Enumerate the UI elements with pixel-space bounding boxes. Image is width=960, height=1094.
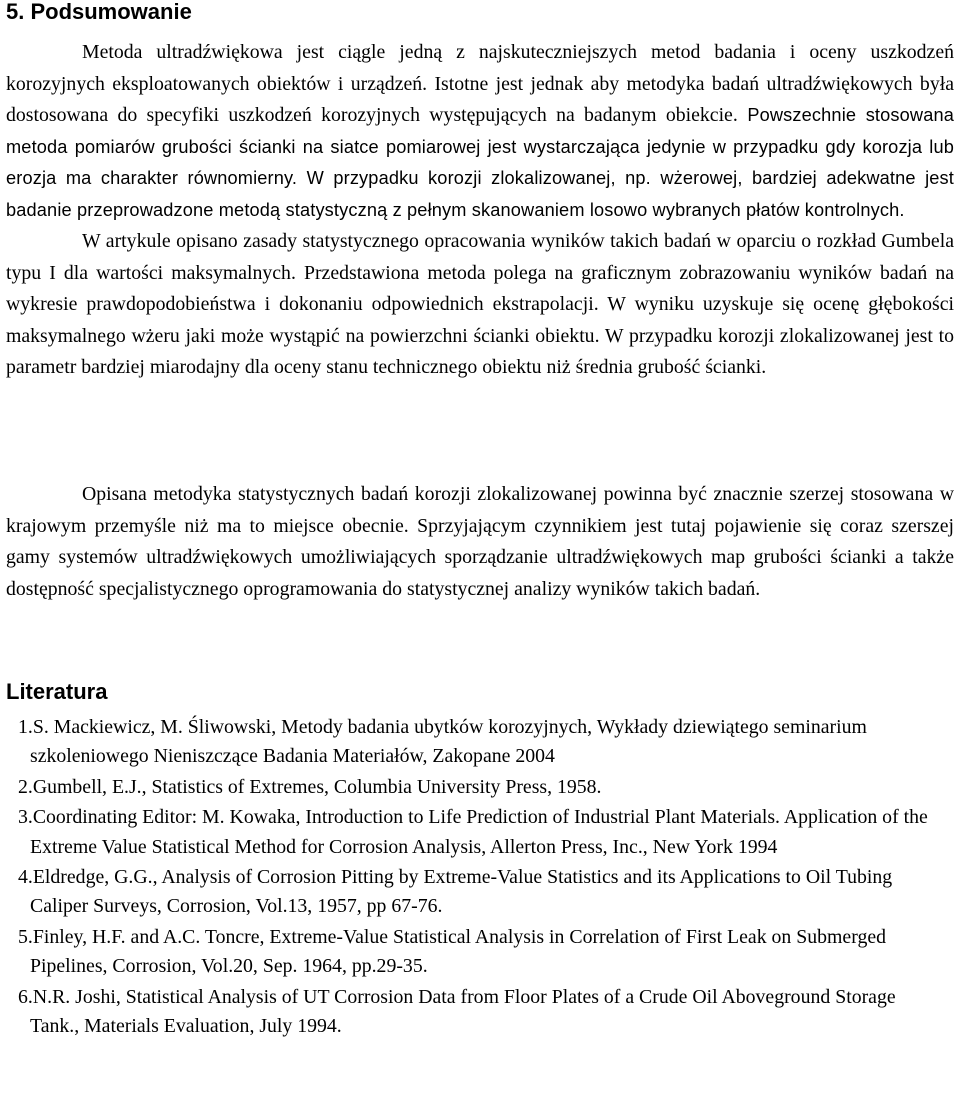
reference-item: 5.Finley, H.F. and A.C. Toncre, Extreme-Value Statistical Analysis in Correlation of First Leak on Submerged Pipelines, Corrosion, Vol.20, Sep. 1964, pp.29-35. xyxy=(18,925,887,978)
paragraph-1 xyxy=(6,37,954,226)
paragraph-1-sentence-1: Metoda ultradźwiękowa jest ciągle jedną z najskuteczniejszych metod badania i oceny uszkodzeń korozyjnych eksploatowanych obiektów i urządzeń. Istotne jest jednak aby metodyka badań ultradźwiękowych była dostosowana do specyfiki uszkodzeń korozyjnych występujących na badanym obiekcie. xyxy=(6,41,954,126)
paragraph-2-sentence-2: Przedstawiona metoda polega na graficznym zobrazowaniu wyników badań na wykresie prawdopodobieństwa i dokonaniu odpowiednich ekstrapolacji. W wyniku uzyskuje się ocenę głębokości maksymalnego wżeru jaki może wystąpić na powierzchni ścianki obiektu. W przypadku korozji zlokalizowanej jest to parametr bardziej miarodajny dla oceny stanu technicznego obiektu niż średnia grubość ścianki. xyxy=(6,261,955,378)
reference-item: 4.Eldredge, G.G., Analysis of Corrosion Pitting by Extreme-Value Statistics and its Applications to Oil Tubing Caliper Surveys, Corrosion, Vol.13, 1957, pp 67-76. xyxy=(18,866,893,918)
summary-body-continued xyxy=(6,479,954,605)
paragraph-1-sentence-2: Powszechnie stosowana metoda pomiarów grubości ścianki na siatce pomiarowej jest wystarczająca jedynie w przypadku gdy korozja lub erozja ma charakter równomierny. W przypadku korozji zlokalizowanej, np. xyxy=(6,105,954,188)
paragraph-2-sentence-1: W artykule opisano zasady statystycznego opracowania wyników takich badań w oparciu o rozkład Gumbela typu I dla wartości maksymalnych. xyxy=(6,230,954,284)
reference-item: 3.Coordinating Editor: M. Kowaka, Introduction to Life Prediction of Industrial Plant Materials. Application of the Extreme Value Statistical Method for Corrosion Analysis, Allerton Press, Inc., New York 1994 xyxy=(18,806,928,858)
reference-item: 1.S. Mackiewicz, M. Śliwowski, Metody badania ubytków korozyjnych, Wykłady dziewiątego seminarium szkoleniowego Nieniszczące Badania Materiałów, Zakopane 2004 xyxy=(18,716,867,768)
paragraph-2 xyxy=(6,226,954,384)
reference-list xyxy=(18,713,948,1043)
section-title: 5. Podsumowanie xyxy=(6,0,192,24)
summary-body xyxy=(6,37,954,384)
paragraph-3: Opisana metodyka statystycznych badań korozji zlokalizowanej powinna być znacznie szerzej stosowana w krajowym przemyśle niż ma to miejsce obecnie. Sprzyjającym czynnikiem jest tutaj pojawienie się coraz szerszej gamy systemów ultradźwiękowych umożliwiających sporządzanie ultradźwiękowych map grubości ścianki a także dostępność specjalistycznego oprogramowania do statystycznej analizy wyników takich badań. xyxy=(6,483,954,600)
reference-item: 2.Gumbell, E.J., Statistics of Extremes, Columbia University Press, 1958. xyxy=(18,775,602,798)
reference-item: 6.N.R. Joshi, Statistical Analysis of UT Corrosion Data from Floor Plates of a Crude Oil Aboveground Storage Tank., Materials Evaluation, July 1994. xyxy=(18,985,896,1037)
literature-title: Literatura xyxy=(6,679,108,704)
paragraph-1-sentence-3: wżerowej, bardziej adekwatne jest badanie przeprowadzone metodą statystyczną z pełnym skanowaniem losowo wybranych płatów kontrolnych. xyxy=(6,168,955,220)
